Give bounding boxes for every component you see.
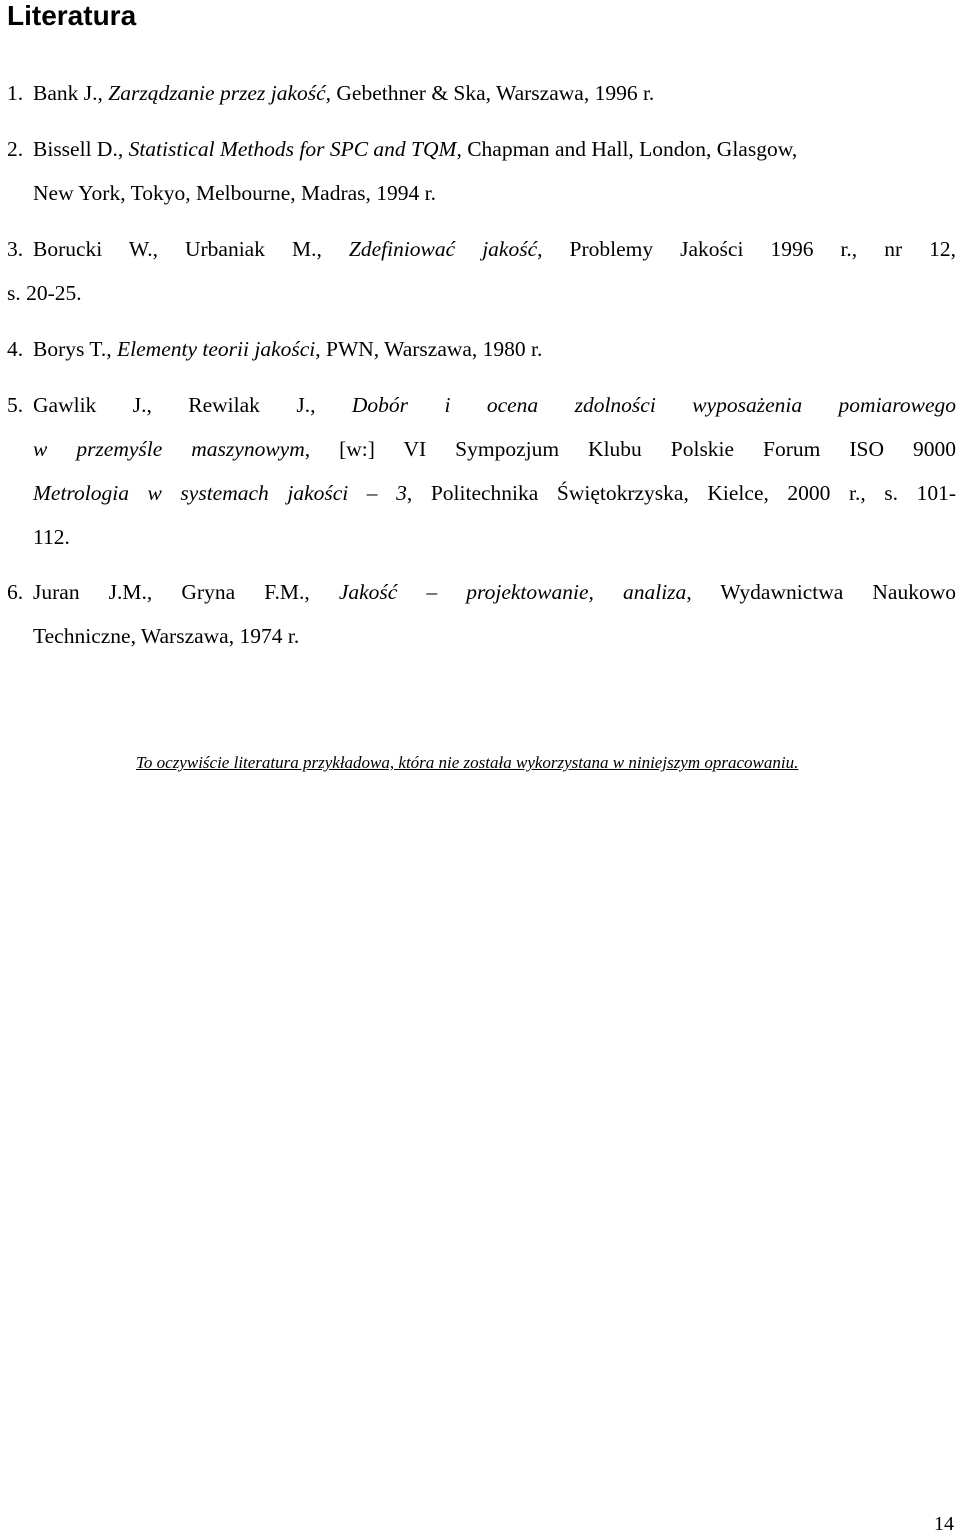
reference-item-4 [7, 327, 956, 371]
page-number: 14 [934, 1513, 954, 1535]
reference-title: Jakość – projektowanie, analiza [338, 580, 687, 604]
reference-authors: Juran J.M., Gryna F.M., [33, 580, 339, 604]
reference-continuation: Techniczne, Warszawa, 1974 r. [33, 624, 300, 648]
reference-item-5 [7, 383, 956, 559]
reference-publisher: , Problemy Jakości 1996 r., nr 12, [537, 237, 956, 261]
reference-continuation: s. 20-25. [7, 281, 82, 305]
footnote-remark: To oczywiście literatura przykładowa, która nie została wykorzystana w niniejszym opracowaniu. [136, 753, 799, 772]
reference-number: 5. [7, 393, 24, 417]
reference-authors: Gawlik J., Rewilak J., [33, 393, 352, 417]
reference-item-6 [7, 570, 956, 658]
reference-authors: Bank J., [33, 81, 109, 105]
reference-publisher: , Gebethner & Ska, Warszawa, 1996 r. [325, 81, 655, 105]
reference-publisher: , Chapman and Hall, London, Glasgow, [456, 137, 798, 161]
reference-number: 2. [7, 137, 24, 161]
reference-publisher: , Politechnika Świętokrzyska, Kielce, 2000 r., s. 101- [406, 481, 956, 505]
reference-item-3 [7, 227, 956, 315]
reference-number: 3. [7, 237, 24, 261]
reference-continuation: 112. [33, 525, 70, 549]
page-title: Literatura [7, 0, 137, 31]
reference-publisher: , PWN, Warszawa, 1980 r. [315, 337, 543, 361]
reference-publisher: , Wydawnictwa Naukowo [686, 580, 956, 604]
reference-source: , [w:] VI Sympozjum Klubu Polskie Forum ISO 9000 [304, 437, 956, 461]
reference-title: Zdefiniować jakość [348, 237, 538, 261]
reference-authors: Borucki W., Urbaniak M., [33, 237, 349, 261]
reference-authors: Bissell D., [33, 137, 129, 161]
reference-title-continued: w przemyśle maszynowym [33, 437, 305, 461]
reference-number: 4. [7, 337, 24, 361]
reference-title: Elementy teorii jakości [117, 337, 316, 361]
reference-number: 6. [7, 580, 24, 604]
reference-title: Dobór i ocena zdolności wyposażenia pomiarowego [351, 393, 956, 417]
reference-title: Statistical Methods for SPC and TQM [128, 137, 457, 161]
reference-title: Zarządzanie przez jakość [108, 81, 326, 105]
reference-item-2 [7, 127, 956, 215]
reference-number: 1. [7, 81, 24, 105]
reference-continuation: New York, Tokyo, Melbourne, Madras, 1994 r. [33, 181, 436, 205]
reference-authors: Borys T., [33, 337, 118, 361]
reference-source-title: Metrologia w systemach jakości – 3 [33, 481, 407, 505]
reference-item-1 [7, 71, 956, 115]
